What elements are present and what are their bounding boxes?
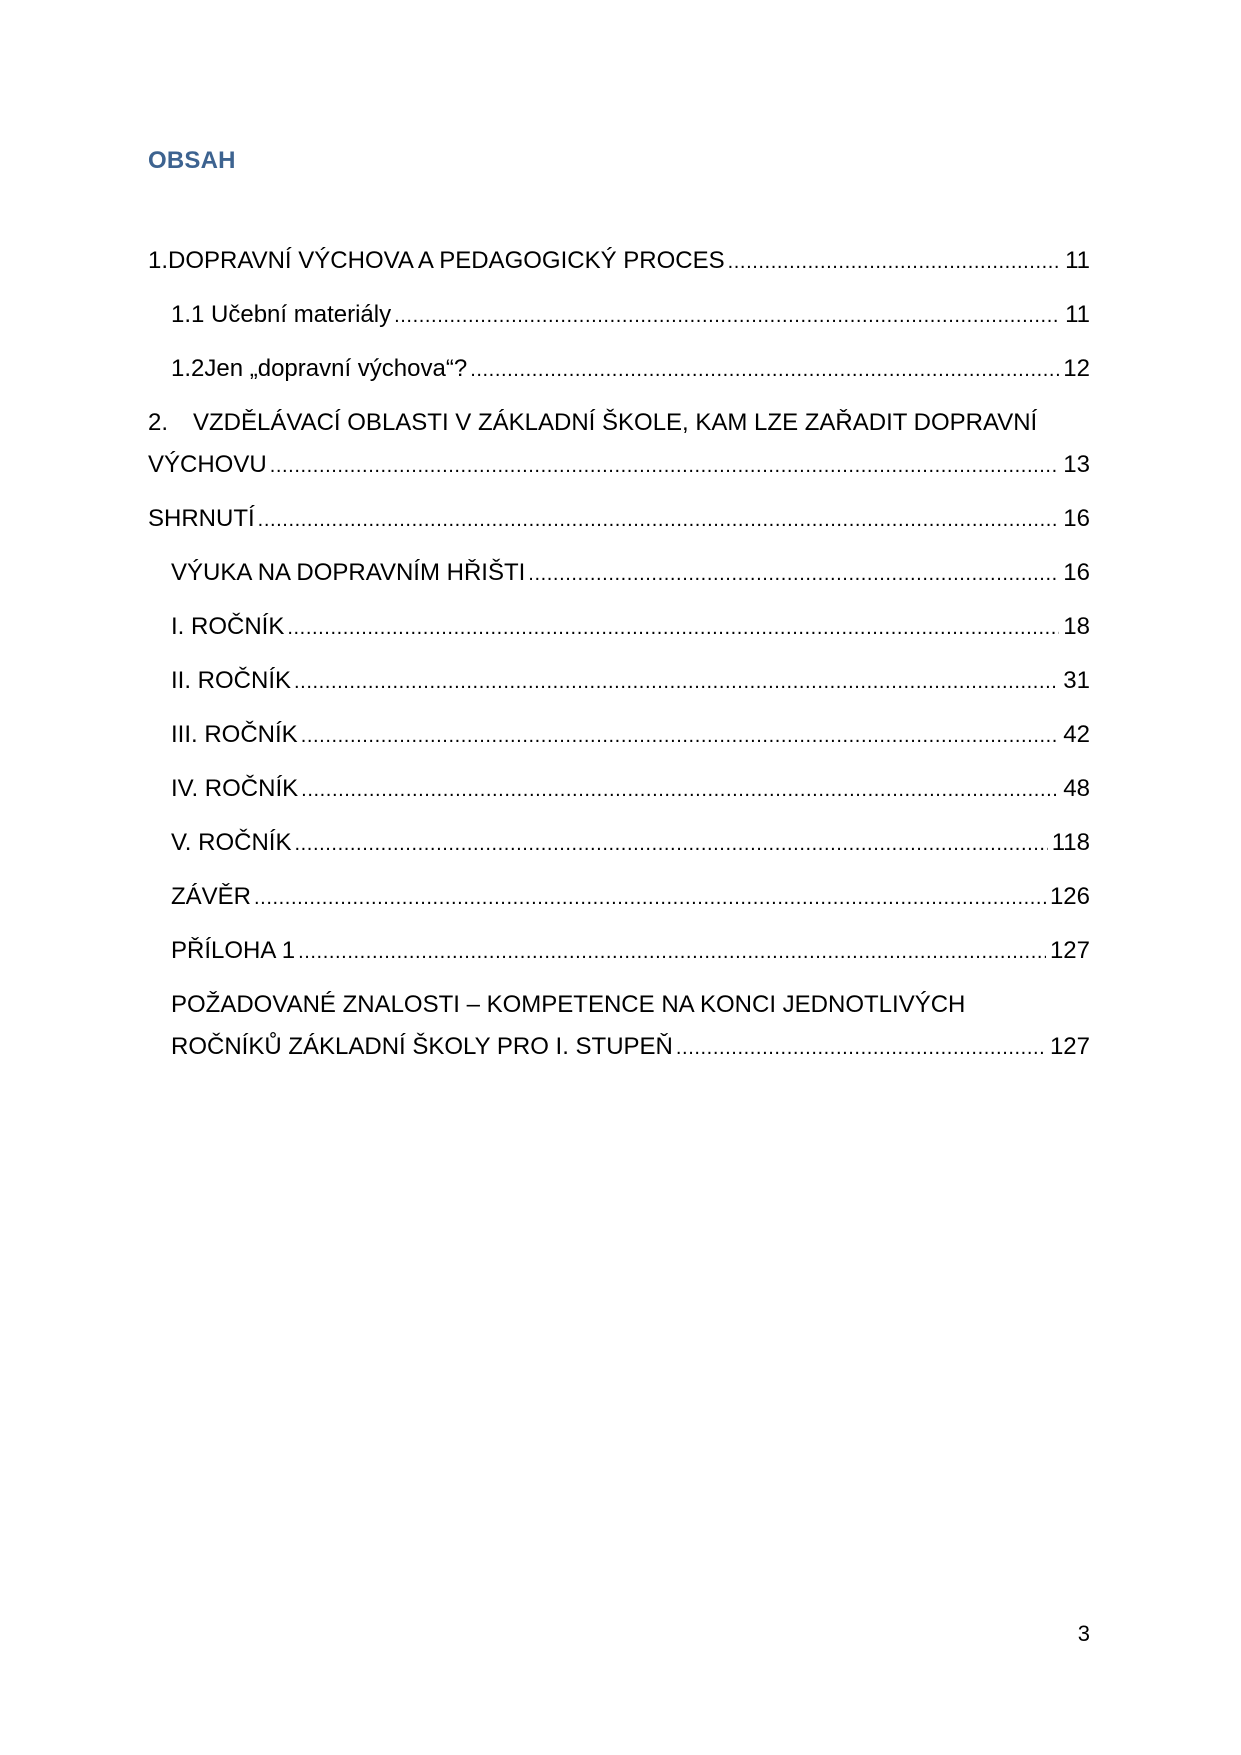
toc-dot-leader bbox=[676, 1027, 1046, 1069]
toc-entry-vzdelavaci-oblasti[interactable] bbox=[148, 402, 1090, 498]
toc-entry-page: 127 bbox=[1049, 1033, 1090, 1060]
toc-entry-title: SHRNUTÍ bbox=[148, 505, 255, 532]
toc-entry-title-line2: ROČNÍKŮ ZÁKLADNÍ ŠKOLY PRO I. STUPEŇ bbox=[171, 1033, 673, 1060]
toc-entry-title: II. ROČNÍK bbox=[171, 667, 292, 694]
toc-heading: OBSAH bbox=[148, 147, 236, 174]
toc-entry-vyuka-na-dopravnim-hristi[interactable] bbox=[148, 552, 1090, 606]
toc-dot-leader bbox=[301, 715, 1060, 757]
toc-entry-title-line2: VÝCHOVU bbox=[148, 451, 267, 478]
toc-entry-shrnuti[interactable] bbox=[148, 498, 1090, 552]
toc-dot-leader bbox=[528, 553, 1059, 595]
toc-entry-ucebni-materialy[interactable] bbox=[148, 294, 1090, 348]
toc-entry-iii-rocnik[interactable] bbox=[148, 714, 1090, 768]
toc-entry-page: 11 bbox=[1065, 301, 1090, 328]
toc-entry-iv-rocnik[interactable] bbox=[148, 768, 1090, 822]
toc-dot-leader bbox=[301, 769, 1059, 811]
toc-entry-page: 11 bbox=[1065, 247, 1090, 274]
toc-entry-ii-rocnik[interactable] bbox=[148, 660, 1090, 714]
toc-entry-page: 16 bbox=[1063, 559, 1090, 586]
toc-dot-leader bbox=[287, 607, 1059, 649]
toc-dot-leader bbox=[394, 295, 1060, 337]
toc-dot-leader bbox=[270, 445, 1060, 487]
toc-entry-page: 12 bbox=[1063, 355, 1090, 382]
toc-dot-leader bbox=[470, 349, 1059, 391]
toc-dot-leader bbox=[254, 877, 1046, 919]
table-of-contents bbox=[148, 240, 1090, 1080]
toc-entry-page: 31 bbox=[1063, 667, 1090, 694]
toc-entry-title: III. ROČNÍK bbox=[171, 721, 298, 748]
toc-entry-page: 42 bbox=[1063, 721, 1090, 748]
toc-entry-i-rocnik[interactable] bbox=[148, 606, 1090, 660]
toc-entry-number: 1. bbox=[148, 247, 169, 274]
toc-entry-title: DOPRAVNÍ VÝCHOVA A PEDAGOGICKÝ PROCES bbox=[168, 247, 725, 274]
toc-dot-leader bbox=[298, 931, 1046, 973]
page-number: 3 bbox=[1077, 1621, 1090, 1646]
toc-entry-v-rocnik[interactable] bbox=[148, 822, 1090, 876]
toc-entry-title: VÝUKA NA DOPRAVNÍM HŘIŠTI bbox=[171, 559, 526, 586]
toc-entry-number: 1.2 bbox=[171, 355, 205, 382]
toc-entry-title-line1: POŽADOVANÉ ZNALOSTI – KOMPETENCE NA KONCI JEDNOTLIVÝCH bbox=[171, 991, 966, 1018]
toc-entry-title: V. ROČNÍK bbox=[171, 829, 292, 856]
toc-entry-title: IV. ROČNÍK bbox=[171, 775, 299, 802]
toc-entry-page: 118 bbox=[1051, 829, 1090, 856]
toc-entry-title: Jen „dopravní výchova“? bbox=[204, 355, 468, 382]
toc-entry-title: I. ROČNÍK bbox=[171, 613, 285, 640]
toc-dot-leader bbox=[294, 823, 1047, 865]
toc-entry-title: PŘÍLOHA 1 bbox=[171, 937, 296, 964]
toc-entry-page: 13 bbox=[1063, 451, 1090, 478]
toc-entry-title: ZÁVĚR bbox=[171, 883, 252, 910]
toc-entry-title: 1.1 Učební materiály bbox=[171, 301, 392, 328]
toc-entry-zaver[interactable] bbox=[148, 876, 1090, 930]
toc-entry-priloha-1[interactable] bbox=[148, 930, 1090, 984]
toc-entry-number: 2. bbox=[148, 409, 169, 436]
toc-entry-jen-dopravni-vychova[interactable] bbox=[148, 348, 1090, 402]
toc-entry-page: 16 bbox=[1063, 505, 1090, 532]
toc-entry-pozadovane-znalosti[interactable] bbox=[148, 984, 1090, 1080]
toc-entry-page: 126 bbox=[1049, 883, 1090, 910]
toc-entry-title-line1: VZDĚLÁVACÍ OBLASTI V ZÁKLADNÍ ŠKOLE, KAM LZE ZAŘADIT DOPRAVNÍ bbox=[193, 409, 1038, 436]
toc-entry-dopravni-vychova[interactable] bbox=[148, 240, 1090, 294]
toc-entry-page: 127 bbox=[1049, 937, 1090, 964]
toc-entry-page: 18 bbox=[1063, 613, 1090, 640]
toc-dot-leader bbox=[294, 661, 1059, 703]
toc-dot-leader bbox=[258, 499, 1060, 541]
toc-dot-leader bbox=[728, 241, 1060, 283]
toc-entry-page: 48 bbox=[1063, 775, 1090, 802]
